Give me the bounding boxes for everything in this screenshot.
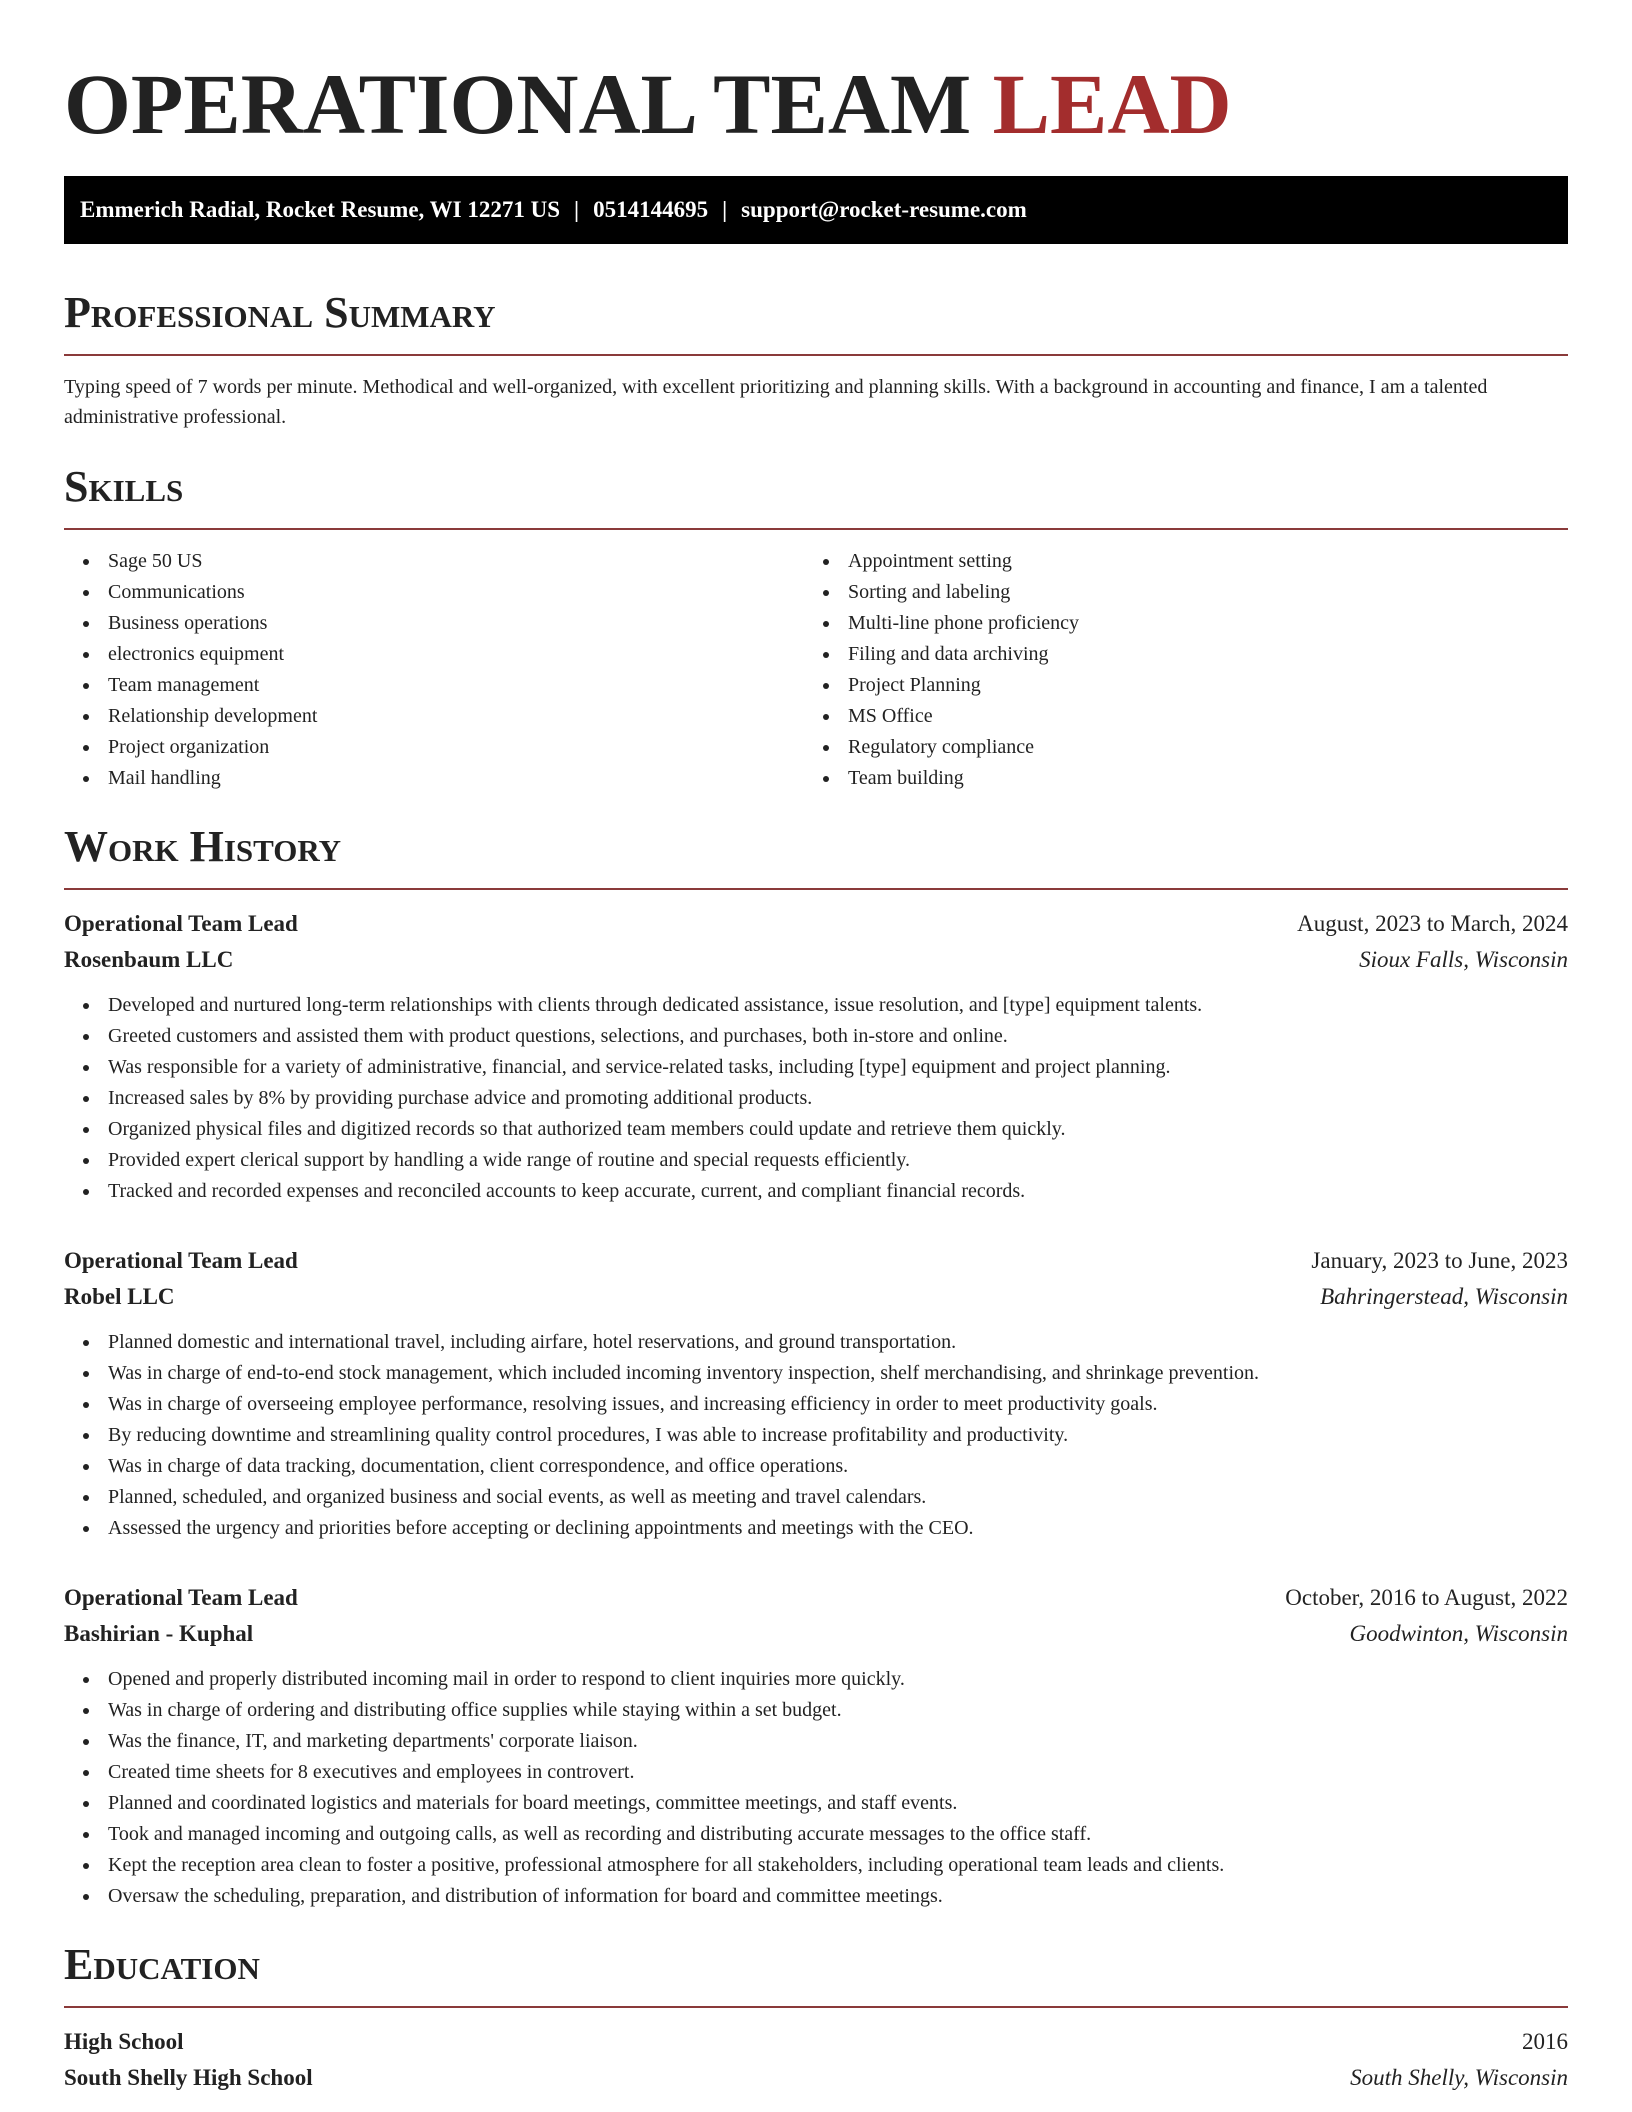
contact-separator: | [722,197,728,222]
skill-item: Mail handling [64,763,804,794]
education-entry [64,2024,1568,2096]
job-bullet: Was the finance, IT, and marketing departments' corporate liaison. [64,1726,1568,1757]
title-main: OPERATIONAL TEAM [64,56,993,152]
summary-heading: Professional Summary [64,288,496,337]
job-dates: August, 2023 to March, 2024 [1297,911,1568,936]
education-school: South Shelly High School [64,2065,313,2090]
skills-section [64,462,1568,794]
job-bullet: Opened and properly distributed incoming mail in order to respond to client inquiries more quickly. [64,1664,1568,1695]
job-header-row [64,1580,1568,1616]
job-company-row [64,1279,1568,1315]
contact-address: Emmerich Radial, Rocket Resume, WI 12271 US [80,197,560,222]
job-bullet: Was in charge of data tracking, documentation, client correspondence, and office operations. [64,1451,1568,1482]
job-entry [64,906,1568,1207]
skill-item: Relationship development [64,701,804,732]
job-bullet: Oversaw the scheduling, preparation, and distribution of information for board and committee meetings. [64,1881,1568,1912]
education-degree-row [64,2024,1568,2060]
job-bullet: Was responsible for a variety of administrative, financial, and service-related tasks, including [type] equipment and project planning. [64,1052,1568,1083]
education-heading: Education [64,1940,260,1989]
education-degree: High School [64,2029,184,2054]
job-company-row [64,942,1568,978]
job-bullet: Created time sheets for 8 executives and employees in controvert. [64,1757,1568,1788]
job-bullet: Took and managed incoming and outgoing calls, as well as recording and distributing accurate messages to the office staff. [64,1819,1568,1850]
job-bullet: Increased sales by 8% by providing purchase advice and promoting additional products. [64,1083,1568,1114]
job-bullet: Planned, scheduled, and organized business and social events, as well as meeting and travel calendars. [64,1482,1568,1513]
job-title: Operational Team Lead [64,911,298,936]
job-header-row [64,906,1568,942]
skill-item: Project organization [64,732,804,763]
resume-title [64,56,1568,152]
job-dates: January, 2023 to June, 2023 [1311,1248,1568,1273]
job-company: Bashirian - Kuphal [64,1621,254,1646]
summary-section [64,288,1568,432]
education-section [64,1940,1568,2096]
skills-columns [64,546,1568,794]
skill-item: Appointment setting [804,546,1544,577]
job-bullet: Developed and nurtured long-term relationships with clients through dedicated assistance, issue resolution, and [type] equipment talents. [64,990,1568,1021]
job-bullets [64,990,1568,1207]
contact-email[interactable]: support@rocket-resume.com [741,197,1027,222]
job-company: Robel LLC [64,1284,175,1309]
job-bullet: Kept the reception area clean to foster a positive, professional atmosphere for all stakeholders, including operational team leads and clients. [64,1850,1568,1881]
contact-phone: 0514144695 [593,197,709,222]
job-bullet: Was in charge of ordering and distributing office supplies while staying within a set budget. [64,1695,1568,1726]
skill-item: Team building [804,763,1544,794]
job-bullet: Planned and coordinated logistics and materials for board meetings, committee meetings, and staff events. [64,1788,1568,1819]
skill-item: MS Office [804,701,1544,732]
skills-left-list [64,546,804,794]
summary-text: Typing speed of 7 words per minute. Methodical and well-organized, with excellent prioritizing and planning skills. With a background in accounting and finance, I am a talented administrative professional. [64,376,1488,428]
education-location: South Shelly, Wisconsin [1350,2065,1568,2090]
skill-item: Business operations [64,608,804,639]
job-bullet: Assessed the urgency and priorities before accepting or declining appointments and meetings with the CEO. [64,1513,1568,1544]
skill-item: Multi-line phone proficiency [804,608,1544,639]
work-history-heading: Work History [64,822,342,871]
job-location: Bahringerstead, Wisconsin [1320,1284,1568,1309]
skill-item: Communications [64,577,804,608]
job-bullet: Was in charge of end-to-end stock management, which included incoming inventory inspection, shelf merchandising, and shrinkage prevention. [64,1358,1568,1389]
section-divider [64,354,1568,356]
work-history-section [64,822,1568,1912]
skill-item: Team management [64,670,804,701]
job-bullet: Was in charge of overseeing employee performance, resolving issues, and increasing efficiency in order to meet productivity goals. [64,1389,1568,1420]
job-company-row [64,1616,1568,1652]
skills-right-list [804,546,1544,794]
job-title: Operational Team Lead [64,1585,298,1610]
section-divider [64,528,1568,530]
job-entry [64,1243,1568,1544]
contact-separator: | [574,197,580,222]
job-bullets [64,1327,1568,1544]
skill-item: Sage 50 US [64,546,804,577]
education-school-row [64,2060,1568,2096]
job-dates: October, 2016 to August, 2022 [1285,1585,1568,1610]
education-year: 2016 [1522,2029,1568,2054]
skill-item: Filing and data archiving [804,639,1544,670]
job-bullet: Tracked and recorded expenses and reconciled accounts to keep accurate, current, and compliant financial records. [64,1176,1568,1207]
title-accent: LEAD [992,56,1232,152]
job-bullet: Greeted customers and assisted them with product questions, selections, and purchases, both in-store and online. [64,1021,1568,1052]
contact-bar [64,176,1568,244]
skill-item: Regulatory compliance [804,732,1544,763]
section-divider [64,888,1568,890]
job-location: Goodwinton, Wisconsin [1349,1621,1568,1646]
job-entry [64,1580,1568,1912]
skill-item: Sorting and labeling [804,577,1544,608]
job-title: Operational Team Lead [64,1248,298,1273]
skill-item: Project Planning [804,670,1544,701]
skills-heading: Skills [64,462,184,511]
job-bullet: Organized physical files and digitized records so that authorized team members could update and retrieve them quickly. [64,1114,1568,1145]
section-divider [64,2006,1568,2008]
job-bullet: Planned domestic and international travel, including airfare, hotel reservations, and ground transportation. [64,1327,1568,1358]
job-bullet: Provided expert clerical support by handling a wide range of routine and special requests efficiently. [64,1145,1568,1176]
job-bullet: By reducing downtime and streamlining quality control procedures, I was able to increase profitability and productivity. [64,1420,1568,1451]
job-bullets [64,1664,1568,1912]
job-header-row [64,1243,1568,1279]
job-company: Rosenbaum LLC [64,947,234,972]
skill-item: electronics equipment [64,639,804,670]
job-location: Sioux Falls, Wisconsin [1359,947,1568,972]
